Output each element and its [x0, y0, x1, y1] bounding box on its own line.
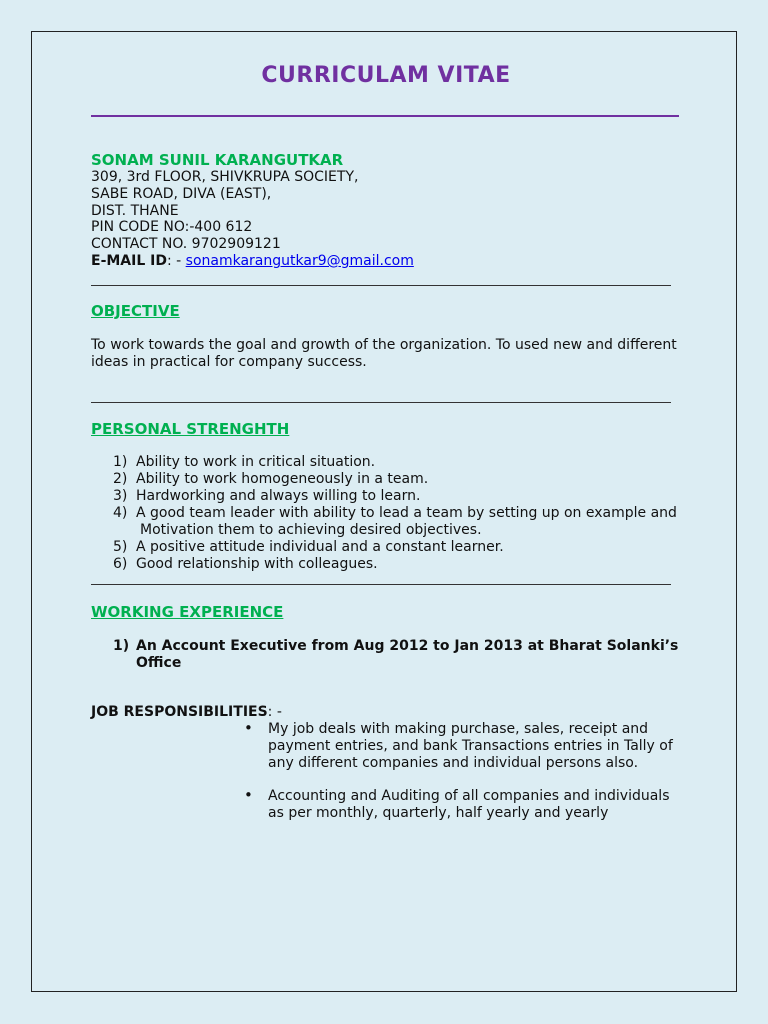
list-item-number: 1)	[113, 454, 128, 470]
page-title: CURRICULAM VITAE	[261, 63, 511, 88]
list-item-number: 5)	[113, 539, 128, 555]
address-line-1: 309, 3rd FLOOR, SHIVKRUPA SOCIETY,	[91, 169, 359, 185]
list-item-number: 6)	[113, 556, 128, 572]
strengths-heading: PERSONAL STRENGHTH	[91, 420, 290, 438]
experience-item-number: 1)	[113, 638, 130, 654]
experience-heading: WORKING EXPERIENCE	[91, 603, 284, 621]
contact-number: CONTACT NO. 9702909121	[91, 236, 281, 252]
divider	[91, 402, 671, 403]
address-line-2: SABE ROAD, DIVA (EAST),	[91, 186, 272, 202]
responsibilities-label-row	[91, 704, 282, 721]
pin-code: PIN CODE NO:-400 612	[91, 219, 253, 235]
email-row	[91, 253, 414, 270]
objective-heading: OBJECTIVE	[91, 302, 180, 320]
responsibility-item: Accounting and Auditing of all companies and individuals as per monthly, quarterly, half yearly and yearly	[268, 788, 670, 821]
divider	[91, 285, 671, 286]
experience-item: An Account Executive from Aug 2012 to Jan 2013 at Bharat Solanki’s Office	[136, 638, 679, 671]
list-item-continuation: Motivation them to achieving desired objectives.	[140, 522, 482, 538]
bullet-icon: •	[244, 719, 253, 737]
objective-text: To work towards the goal and growth of the organization. To used new and different ideas in practical for company success.	[91, 337, 677, 370]
list-item: Good relationship with colleagues.	[136, 556, 378, 572]
address-line-3: DIST. THANE	[91, 203, 179, 219]
list-item: Hardworking and always willing to learn.	[136, 488, 421, 504]
list-item: Ability to work homogeneously in a team.	[136, 471, 429, 487]
bullet-icon: •	[244, 786, 253, 804]
title-underline	[91, 115, 679, 117]
responsibilities-label: JOB RESPONSIBILITIES	[91, 704, 268, 720]
divider	[91, 584, 671, 585]
email-link[interactable]: sonamkarangutkar9@gmail.com	[185, 253, 414, 269]
list-item: A good team leader with ability to lead a team by setting up on example and	[136, 505, 677, 521]
responsibilities-separator: : -	[267, 704, 282, 720]
responsibility-item: My job deals with making purchase, sales, receipt and payment entries, and bank Transactions entries in Tally of any different companies and individual persons also.	[268, 721, 673, 771]
list-item-number: 2)	[113, 471, 128, 487]
resume-page	[31, 31, 737, 992]
list-item: Ability to work in critical situation.	[136, 454, 376, 470]
strengths-list	[91, 454, 681, 574]
email-label: E-MAIL ID	[91, 253, 167, 269]
email-separator: : -	[166, 253, 186, 269]
list-item-number: 4)	[113, 505, 128, 521]
candidate-name: SONAM SUNIL KARANGUTKAR	[91, 151, 344, 169]
list-item-number: 3)	[113, 488, 128, 504]
list-item: A positive attitude individual and a constant learner.	[136, 539, 504, 555]
